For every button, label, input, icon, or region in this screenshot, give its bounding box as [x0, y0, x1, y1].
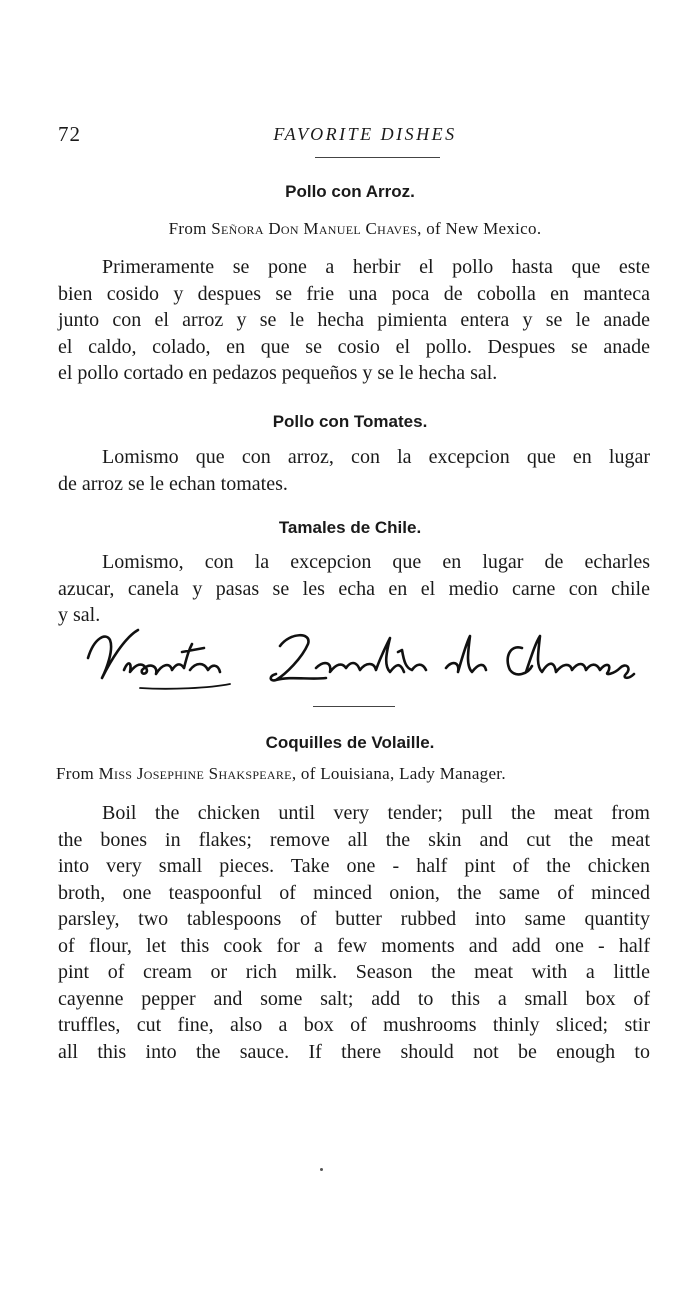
header-rule — [315, 157, 440, 158]
recipe-title-tamales-de-chile: Tamales de Chile. — [278, 518, 422, 537]
text-line: el pollo cortado en pedazos pequeños y se le hecha sal. — [58, 362, 498, 384]
page-number: 72 — [58, 122, 81, 146]
text-line: junto con el arroz y se le hecha pimienta entera y se le anade — [58, 309, 650, 331]
text-line: into very small pieces. Take one - half pint of the chicken — [58, 855, 650, 877]
byline-suffix: , of New Mexico. — [417, 219, 542, 238]
byline-author: Señora Don Manuel Chaves — [211, 219, 418, 238]
running-title: FAVORITE DISHES — [273, 124, 457, 144]
text-line: bien cosido y despues se frie una poca de cobolla en manteca — [58, 282, 650, 305]
recipe-title-pollo-con-tomates: Pollo con Tomates. — [272, 412, 428, 431]
recipe-byline-chaves — [40, 219, 670, 239]
byline-prefix: From — [56, 764, 95, 783]
byline-suffix: , of Louisiana, Lady Manager. — [291, 764, 506, 783]
section-rule — [313, 706, 395, 707]
recipe-title-pollo-con-arroz: Pollo con Arroz. — [285, 182, 415, 201]
text-line: pint of cream or rich milk. Season the meat with a little — [58, 961, 650, 983]
text-line: Boil the chicken until very tender; pull the meat from — [102, 802, 650, 824]
text-line: azucar, canela y pasas se les echa en el medio carne con chile — [58, 577, 650, 600]
text-line: Primeramente se pone a herbir el pollo hasta que este — [102, 256, 650, 278]
text-line: the bones in flakes; remove all the skin and cut the meat — [58, 828, 650, 851]
text-line: all this into the sauce. If there should not be enough to — [58, 1040, 650, 1063]
text-line: de arroz se le echan tomates. — [58, 472, 288, 495]
text-line: Lomismo, con la excepcion que en lugar de echarles — [102, 551, 650, 573]
text-line: broth, one teaspoonful of minced onion, the same of minced — [58, 881, 650, 904]
text-line: truffles, cut fine, also a box of mushrooms thinly sliced; stir — [58, 1014, 650, 1036]
text-line: y sal. — [58, 604, 101, 626]
byline-prefix: From — [168, 219, 207, 238]
recipe-byline-shakspeare — [30, 764, 670, 784]
recipe-body-tamales-de-chile — [58, 549, 650, 629]
text-line: Lomismo que con arroz, con la excepcion que en lugar — [102, 446, 650, 468]
text-line: el caldo, colado, en que se cosio el pollo. Despues se anade — [58, 335, 650, 358]
byline-author: Miss Josephine Shakspeare — [98, 764, 292, 783]
recipe-body-coquilles-de-volaille — [58, 800, 650, 1065]
text-line: cayenne pepper and some salt; add to this a small box of — [58, 987, 650, 1010]
print-speck — [320, 1168, 323, 1171]
recipe-title-coquilles-de-volaille: Coquilles de Volaille. — [265, 733, 435, 752]
recipe-body-pollo-con-tomates — [58, 444, 650, 497]
handwritten-signature — [80, 618, 660, 696]
text-line: of flour, let this cook for a few moments and add one - half — [58, 934, 650, 957]
text-line: parsley, two tablespoons of butter rubbed into same quantity — [58, 908, 650, 930]
recipe-body-pollo-con-arroz — [58, 254, 650, 387]
